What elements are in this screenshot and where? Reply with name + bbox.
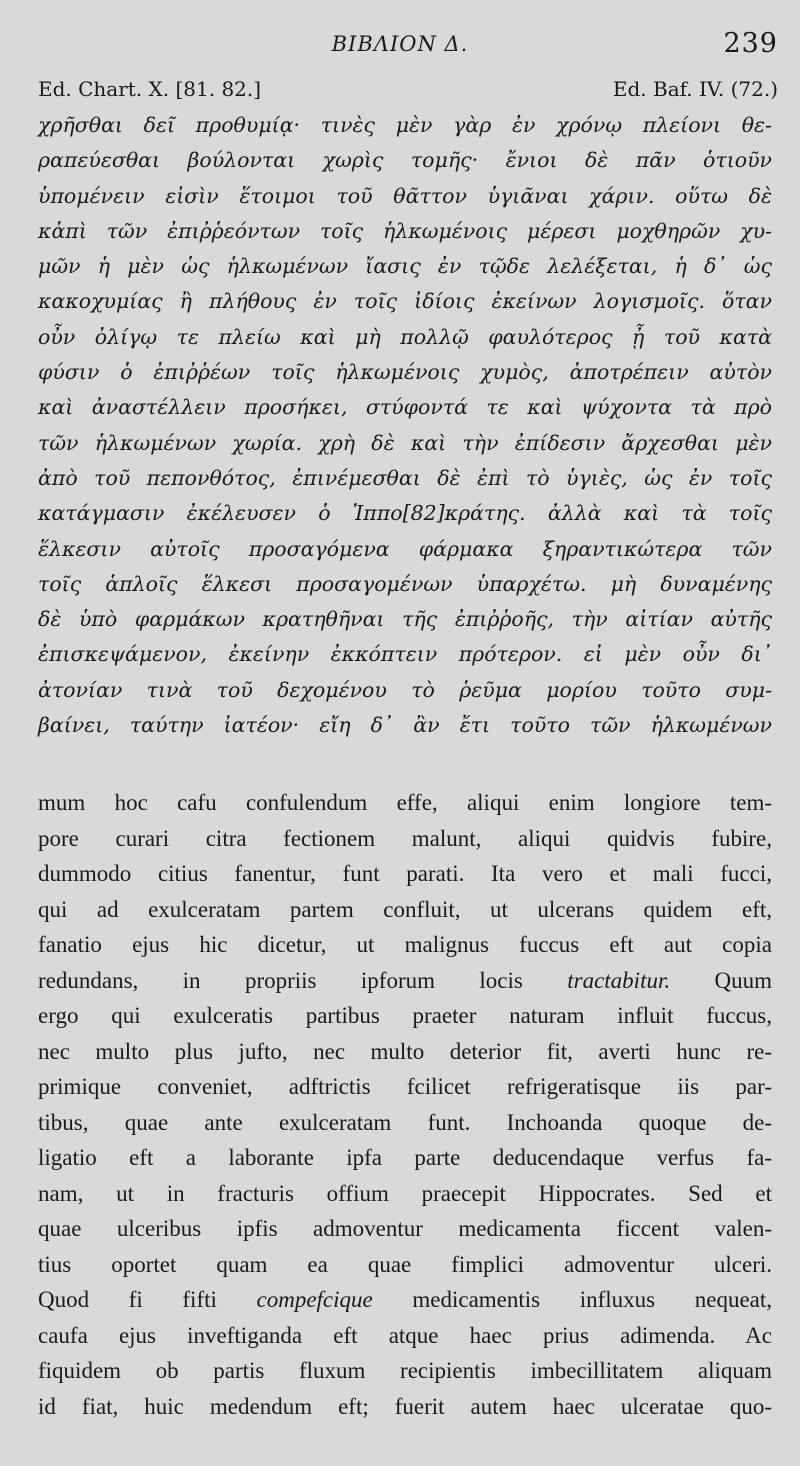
page-number: 239 [723,28,778,59]
latin-line: ligatio eft a laborante ipfa parte deducendaque verfus fa- [38,1145,772,1170]
latin-line [38,1282,772,1318]
latin-line: tibus, quae ante exulceratam funt. Inchoanda quoque de- [38,1109,772,1135]
greek-text-block [38,108,772,743]
basel-edition-reference: Ed. Baf. IV. (72.) [612,77,778,101]
greek-line: ἀπὸ τοῦ πεπονθότος, ἐπινέμεσθαι δὲ ἐπὶ τὸ ὑγιὲς, ὡς ἐν τοῖς [38,465,772,490]
greek-line: καὶ ἀναστέλλειν προσήκει, στύφοντά τε καὶ ψύχοντα τὰ πρὸ [38,395,772,420]
greek-line: ἐπισκεψάμενον, ἐκείνην ἐκκόπτειν πρότερον. εἰ μὲν οὖν δι᾽ [38,642,772,667]
greek-line: κατάγμασιν ἐκέλευσεν ὁ Ἱππο[82]κράτης. ἀλλὰ καὶ τὰ τοῖς [38,501,772,526]
greek-line: ἀτονίαν τινὰ τοῦ δεχομένου τὸ ῥεῦμα μορίου τοῦτο συμ- [38,677,772,702]
greek-line: βαίνει, ταύτην ἰατέον· εἴη δ᾽ ἂν ἔτι τοῦτο τῶν ἡλκωμένων [38,713,772,738]
greek-line: ὑπομένειν εἰσὶν ἕτοιμοι τοῦ θᾶττον ὑγιᾶναι χάριν. οὕτω δὲ [38,183,772,208]
greek-line: κἀπὶ τῶν ἐπιῤῥεόντων τοῖς ἡλκωμένοις μέρεσι μοχθηρῶν χυ- [38,218,772,243]
latin-line: primique conveniet, adftrictis fcilicet refrigeratisque iis par- [38,1074,772,1099]
latin-line: fiquidem ob partis fluxum recipientis imbecillitatem aliquam [38,1358,772,1383]
latin-line: caufa ejus inveftiganda eft atque haec prius adimenda. Ac [38,1322,772,1348]
latin-italic-term: compefcique [256,1287,373,1312]
running-head [0,28,800,64]
latin-text-segment: Quod fi fifti [38,1287,217,1312]
latin-line: mum hoc cafu confulendum effe, aliqui enim longiore tem- [38,790,772,815]
latin-line: nam, ut in fracturis offium praecepit Hippocrates. Sed et [38,1180,772,1206]
greek-line: τοῖς ἁπλοῖς ἕλκεσι προσαγομένων ὑπαρχέτω. μὴ δυναμένης [38,571,772,596]
latin-text-segment: redundans, in propriis ipforum locis [38,967,523,993]
latin-line: ergo qui exulceratis partibus praeter naturam influit fuccus, [38,1003,772,1028]
latin-line: nec multo plus jufto, nec multo deterior fit, averti hunc re- [38,1038,772,1064]
greek-line: ραπεύεσθαι βούλονται χωρὶς τομῆς· ἔνιοι δὲ πᾶν ὁτιοῦν [38,148,772,173]
book-title: ΒΙΒΛΙΟΝ Δ. [331,32,469,56]
greek-line: δὲ ὑπὸ φαρμάκων κρατηθῆναι τῆς ἐπιῤῥοῆς, τὴν αἰτίαν αὐτῆς [38,607,772,632]
greek-line: κακοχυμίας ἢ πλήθους ἐν τοῖς ἰδίοις ἐκείνων λογισμοῖς. ὅταν [38,289,772,314]
latin-text-segment: Quum [714,967,773,993]
latin-line: quae ulceribus ipfis admoventur medicamenta ficcent valen- [38,1216,772,1241]
latin-line: fanatio ejus hic dicetur, ut malignus fuccus eft aut copia [38,932,772,957]
latin-line: tius oportet quam ea quae fimplici admoventur ulceri. [38,1251,772,1277]
greek-line: χρῆσθαι δεῖ προθυμίᾳ· τινὲς μὲν γὰρ ἐν χρόνῳ πλείονι θε- [38,113,772,137]
greek-line: ἕλκεσιν αὐτοῖς προσαγόμενα φάρμακα ξηραντικώτερα τῶν [38,536,772,561]
latin-translation-block [38,785,772,1424]
chartier-edition-reference: Ed. Chart. X. [81. 82.] [38,77,262,101]
greek-line: μῶν ἡ μὲν ὡς ἡλκωμένων ἴασις ἐν τῷδε λελέξεται, ἡ δ᾽ ὡς [38,254,772,279]
latin-line: qui ad exulceratam partem confluit, ut ulcerans quidem eft, [38,896,772,922]
greek-line: φύσιν ὁ ἐπιῤῥέων τοῖς ἡλκωμένοις χυμὸς, ἀποτρέπειν αὐτὸν [38,360,772,385]
latin-line [38,963,772,999]
edition-reference-line [38,77,778,105]
latin-line: id fiat, huic medendum eft; fuerit autem haec ulceratae quo- [38,1393,772,1419]
latin-line: pore curari citra fectionem malunt, aliqui quidvis fubire, [38,825,772,851]
greek-line: οὖν ὀλίγῳ τε πλείω καὶ μὴ πολλῷ φαυλότερος ᾖ τοῦ κατὰ [38,324,772,349]
latin-line: dummodo citius fanentur, funt parati. Ita vero et mali fucci, [38,861,772,886]
latin-text-segment: medicamentis influxus nequeat, [412,1287,773,1312]
greek-line: τῶν ἡλκωμένων χωρία. χρὴ δὲ καὶ τὴν ἐπίδεσιν ἄρχεσθαι μὲν [38,430,772,455]
latin-italic-term: tractabitur. [567,967,671,993]
